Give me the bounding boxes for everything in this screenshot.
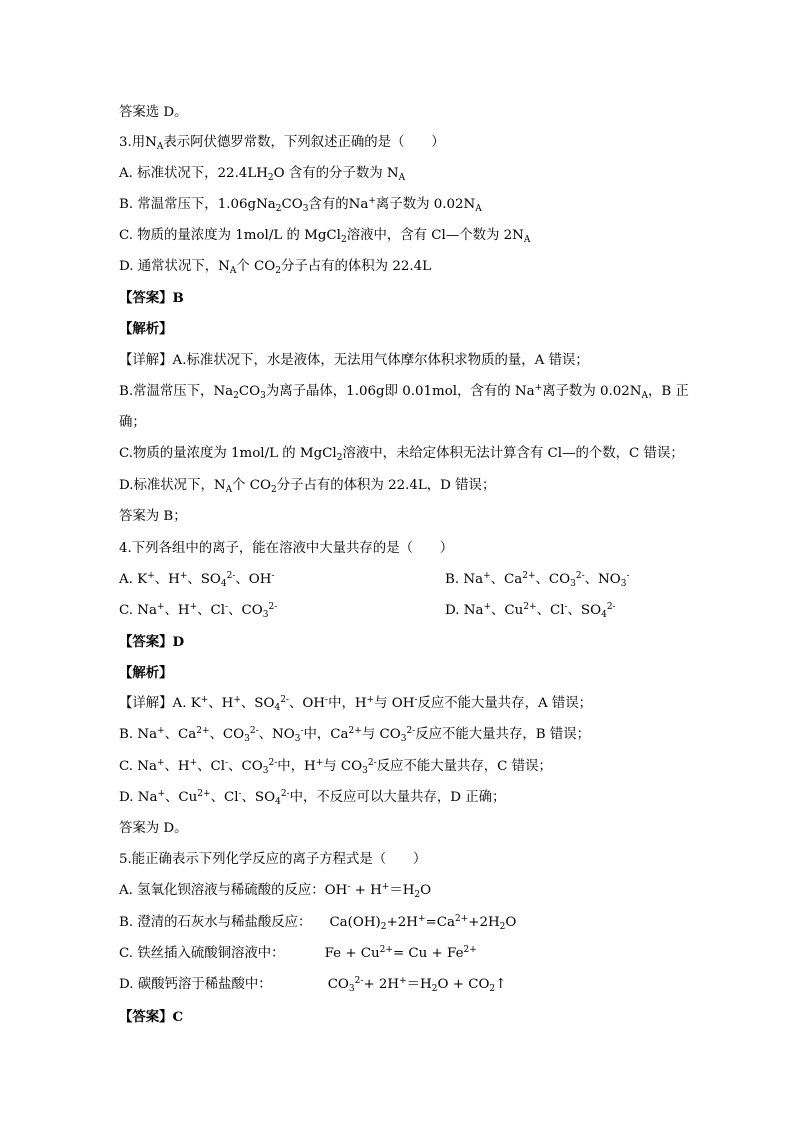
q4-option-a: A. K+、H+、$SO_4^{2-}$、OH- [119, 571, 275, 589]
q3-option-d: D. 通常状况下，$N_A$个 $CO_2$分子占有的体积为 22.4L [119, 259, 432, 276]
q5-option-d: D. 碳酸钙溶于稀盐酸中： $CO_3^{2-}+ 2H^+=H_2O$ + $CO_2↑$ [119, 976, 507, 994]
q4-stem: 4.下列各组中的离子，能在溶液中大量共存的是（ ） [119, 541, 454, 556]
q3-detail-d: D.标准状况下，$N_A$个 $CO_2$分子占有的体积为 22.4L，D 错误； [119, 478, 496, 495]
q5-option-b: B. 澄清的石灰水与稀盐酸反应： $Ca(OH)_2+2H^+=Ca^{2+}+2H_2O$ [119, 914, 517, 932]
q5-stem: 5.能正确表示下列化学反应的离子方程式是（ ） [119, 852, 427, 867]
q3-answer-is: 答案为 B； [119, 509, 187, 524]
q4-answer-is: 答案为 D。 [119, 821, 188, 836]
q3-detail-b-cont: 确； [119, 415, 146, 430]
q5-option-c: C. 铁丝插入硫酸铜溶液中： $Fe + Cu^{2+}= Cu + Fe^{2+}$ [119, 945, 477, 961]
q3-option-a: A. 标准状况下，$22.4LH_2O$ 含有的分子数为 $N_A$ [119, 166, 406, 183]
q3-detail-a: 【详解】A.标准状况下，水是液体，无法用气体摩尔体积求物质的量，A 错误； [119, 353, 589, 368]
q3-detail-b: B.常温常压下，$Na_2CO_3$为离子晶体，1.06g即 0.01mol，含有的 Na+离子数为 $0.02N_A$，B 正 [119, 383, 689, 401]
q3-stem: 3.用$N_A$表示阿伏德罗常数，下列叙述正确的是（ ） [119, 135, 445, 152]
q5-answer-label: 【答案】C [119, 1009, 184, 1025]
q4-detail-d: D. Na+、$Cu^{2+}$、Cl-、$SO_4^{2-}$中，不反应可以大量共存，D 正确； [119, 789, 506, 807]
q4-detail-c: C. Na+、H+、Cl-、$CO_3^{2-}$中，H+与 $CO_3^{2-}$反应不能大量共存，C 错误； [119, 758, 552, 776]
q4-detail-a: 【详解】A. K+、H+、$SO_4^{2-}$、OH-中，H+与 OH-反应不能大量共存，A 错误； [119, 695, 593, 713]
q3-detail-c: C.物质的量浓度为 1mol/L 的 MgCl$_2$溶液中，未给定体积无法计算含有 Cl—的个数，C 错误； [119, 446, 684, 463]
q4-option-d: D. Na+、$Cu^{2+}$、Cl-、$SO_4^{2-}$ [445, 602, 616, 620]
q5-option-a: A. 氢氧化钡溶液与稀硫酸的反应：$OH^- + H^+=H_2O$ [119, 882, 432, 900]
q4-option-b: B. Na+、$Ca^{2+}$、$CO_3^{2-}$、$NO_3^-$ [445, 571, 630, 589]
q4-answer-label: 【答案】D [119, 634, 185, 650]
prev-answer-select: 答案选 D。 [119, 105, 188, 120]
q4-analysis-label: 【解析】 [119, 665, 173, 681]
q3-option-c: C. 物质的量浓度为 1mol/L 的 MgCl$_2$溶液中，含有 Cl—个数为 $2N_A$ [119, 228, 531, 245]
q3-analysis-label: 【解析】 [119, 321, 173, 337]
q4-detail-b: B. Na+、$Ca^{2+}$、$CO_3^{2-}$、$NO_3^-$中，$Ca^{2+}$与 $CO_3^{2-}$反应不能大量共存，B 错误； [119, 726, 591, 744]
q4-option-c: C. Na+、H+、Cl-、$CO_3^{2-}$ [119, 602, 278, 620]
q3-answer-label: 【答案】B [119, 290, 184, 306]
q3-option-b: B. 常温常压下，$1.06gNa_2CO_3$含有的Na+离子数为 $0.02N_A$ [119, 196, 482, 214]
